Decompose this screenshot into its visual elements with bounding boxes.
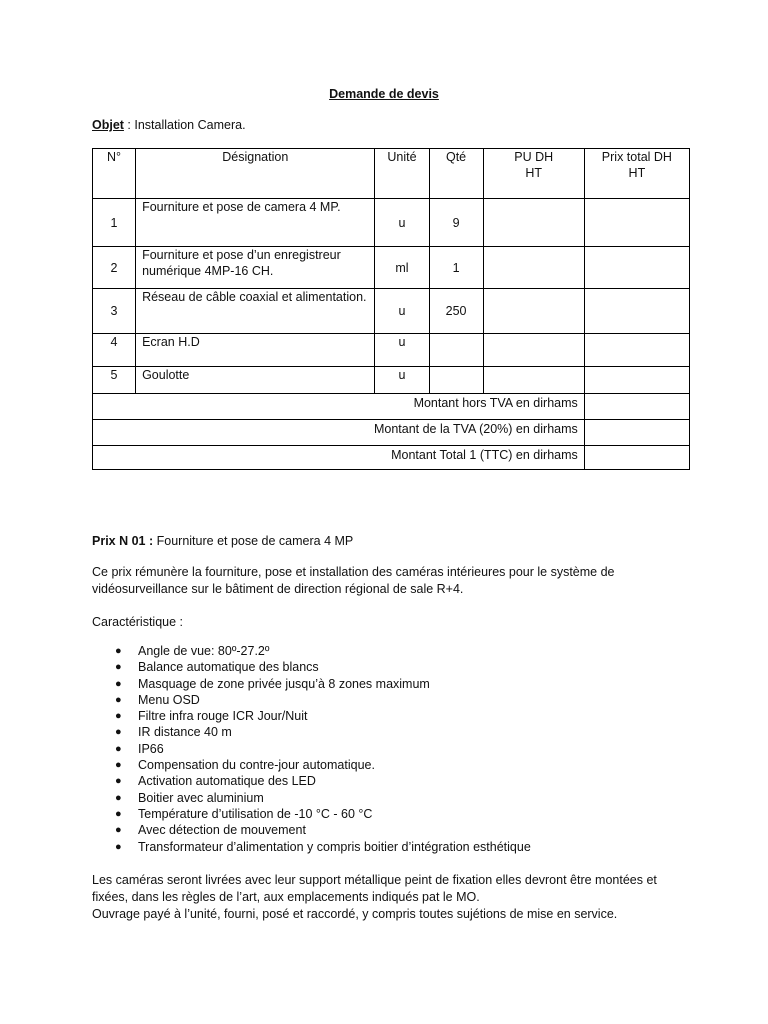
feature-text: Température d’utilisation de -10 °C - 60 °C — [138, 806, 373, 821]
objet-line — [92, 118, 246, 132]
feature-text: Menu OSD — [138, 692, 200, 707]
table-row — [93, 367, 690, 394]
feature-text: IP66 — [138, 741, 164, 756]
row-qte — [429, 367, 483, 394]
bullet-icon: ● — [115, 807, 122, 820]
feature-text: Avec détection de mouvement — [138, 823, 306, 838]
prix-value: Fourniture et pose de camera 4 MP — [156, 534, 354, 548]
list-item — [92, 790, 682, 806]
row-unite: u — [375, 334, 429, 367]
header-total: Prix total DH HT — [584, 149, 689, 199]
row-designation: Réseau de câble coaxial et alimentation. — [136, 289, 375, 334]
header-unite: Unité — [375, 149, 429, 199]
feature-text: Compensation du contre-jour automatique. — [138, 758, 375, 773]
header-pu: PU DH HT — [483, 149, 584, 199]
row-total — [584, 199, 689, 247]
quote-table — [92, 148, 690, 470]
feature-text: Activation automatique des LED — [138, 774, 316, 789]
total-value — [584, 420, 689, 446]
prix-separator: : — [145, 534, 157, 548]
total-row-ttc — [93, 446, 690, 470]
prix-line — [92, 533, 682, 550]
total-row-ht — [93, 394, 690, 420]
list-item — [92, 839, 682, 855]
feature-list — [92, 643, 682, 855]
total-label: Montant hors TVA en dirhams — [93, 394, 585, 420]
bullet-icon: ● — [115, 677, 122, 690]
row-unite: ml — [375, 247, 429, 289]
header-designation: Désignation — [136, 149, 375, 199]
list-item — [92, 806, 682, 822]
prix-label: Prix N 01 — [92, 534, 146, 548]
caracteristique-label: Caractéristique : — [92, 615, 184, 629]
total-value — [584, 394, 689, 420]
row-total — [584, 289, 689, 334]
bullet-icon: ● — [115, 693, 122, 706]
bullet-icon: ● — [115, 726, 122, 739]
row-pu — [483, 334, 584, 367]
list-item — [92, 692, 682, 708]
bullet-icon: ● — [115, 661, 122, 674]
feature-text: Filtre infra rouge ICR Jour/Nuit — [138, 709, 308, 724]
table-header-row — [93, 149, 690, 199]
feature-text: Balance automatique des blancs — [138, 660, 319, 675]
list-item — [92, 708, 682, 724]
row-pu — [483, 289, 584, 334]
bullet-icon: ● — [115, 645, 122, 657]
list-item — [92, 643, 682, 659]
row-total — [584, 367, 689, 394]
list-item — [92, 676, 682, 692]
header-num: N° — [93, 149, 136, 199]
bullet-icon: ● — [115, 742, 122, 755]
header-qte: Qté — [429, 149, 483, 199]
row-unite: u — [375, 199, 429, 247]
row-total — [584, 334, 689, 367]
table-row — [93, 289, 690, 334]
feature-text: IR distance 40 m — [138, 725, 232, 740]
row-designation: Goulotte — [136, 367, 375, 394]
feature-text: Transformateur d’alimentation y compris boitier d’intégration esthétique — [138, 839, 531, 854]
row-pu — [483, 367, 584, 394]
feature-text: Masquage de zone privée jusqu’à 8 zones maximum — [138, 676, 430, 691]
prix-description: Ce prix rémunère la fourniture, pose et installation des caméras intérieures pour le système de vidéosurveillance sur le bâtiment de direction régional de sale R+4. — [92, 565, 615, 596]
total-row-tva — [93, 420, 690, 446]
bullet-icon: ● — [115, 840, 122, 853]
bullet-icon: ● — [115, 824, 122, 837]
objet-separator: : — [123, 118, 135, 132]
row-qte: 9 — [429, 199, 483, 247]
list-item — [92, 741, 682, 757]
row-qte — [429, 334, 483, 367]
table-row — [93, 199, 690, 247]
row-unite: u — [375, 289, 429, 334]
row-designation: Fourniture et pose de camera 4 MP. — [136, 199, 375, 247]
row-qte: 1 — [429, 247, 483, 289]
total-label: Montant Total 1 (TTC) en dirhams — [93, 446, 585, 470]
closing-paragraph — [92, 872, 682, 923]
table-row — [93, 247, 690, 289]
row-designation: Ecran H.D — [136, 334, 375, 367]
closing-line: Les caméras seront livrées avec leur support métallique peint de fixation elles devront être montées et fixées, dans les règles de l’art, aux emplacements indiqués pat le MO. — [92, 873, 657, 904]
list-item — [92, 757, 682, 773]
total-value — [584, 446, 689, 470]
bullet-icon: ● — [115, 775, 122, 788]
objet-value: Installation Camera. — [134, 118, 246, 132]
row-num: 3 — [93, 289, 136, 334]
row-num: 1 — [93, 199, 136, 247]
list-item — [92, 724, 682, 740]
row-qte: 250 — [429, 289, 483, 334]
row-unite: u — [375, 367, 429, 394]
feature-text: Boitier avec aluminium — [138, 790, 264, 805]
table-row — [93, 334, 690, 367]
bullet-icon: ● — [115, 710, 122, 723]
row-pu — [483, 199, 584, 247]
row-total — [584, 247, 689, 289]
list-item — [92, 659, 682, 675]
row-num: 4 — [93, 334, 136, 367]
document-title: Demande de devis — [329, 87, 439, 101]
bullet-icon: ● — [115, 791, 122, 804]
objet-label: Objet — [92, 118, 124, 132]
list-item — [92, 773, 682, 789]
row-designation: Fourniture et pose d’un enregistreur numérique 4MP-16 CH. — [136, 247, 375, 289]
closing-line: Ouvrage payé à l’unité, fourni, posé et raccordé, y compris toutes sujétions de mise en service. — [92, 907, 618, 921]
row-num: 5 — [93, 367, 136, 394]
row-pu — [483, 247, 584, 289]
total-label: Montant de la TVA (20%) en dirhams — [93, 420, 585, 446]
bullet-icon: ● — [115, 759, 122, 772]
feature-text: Angle de vue: 80º-27.2º — [138, 644, 270, 658]
list-item — [92, 822, 682, 838]
row-num: 2 — [93, 247, 136, 289]
